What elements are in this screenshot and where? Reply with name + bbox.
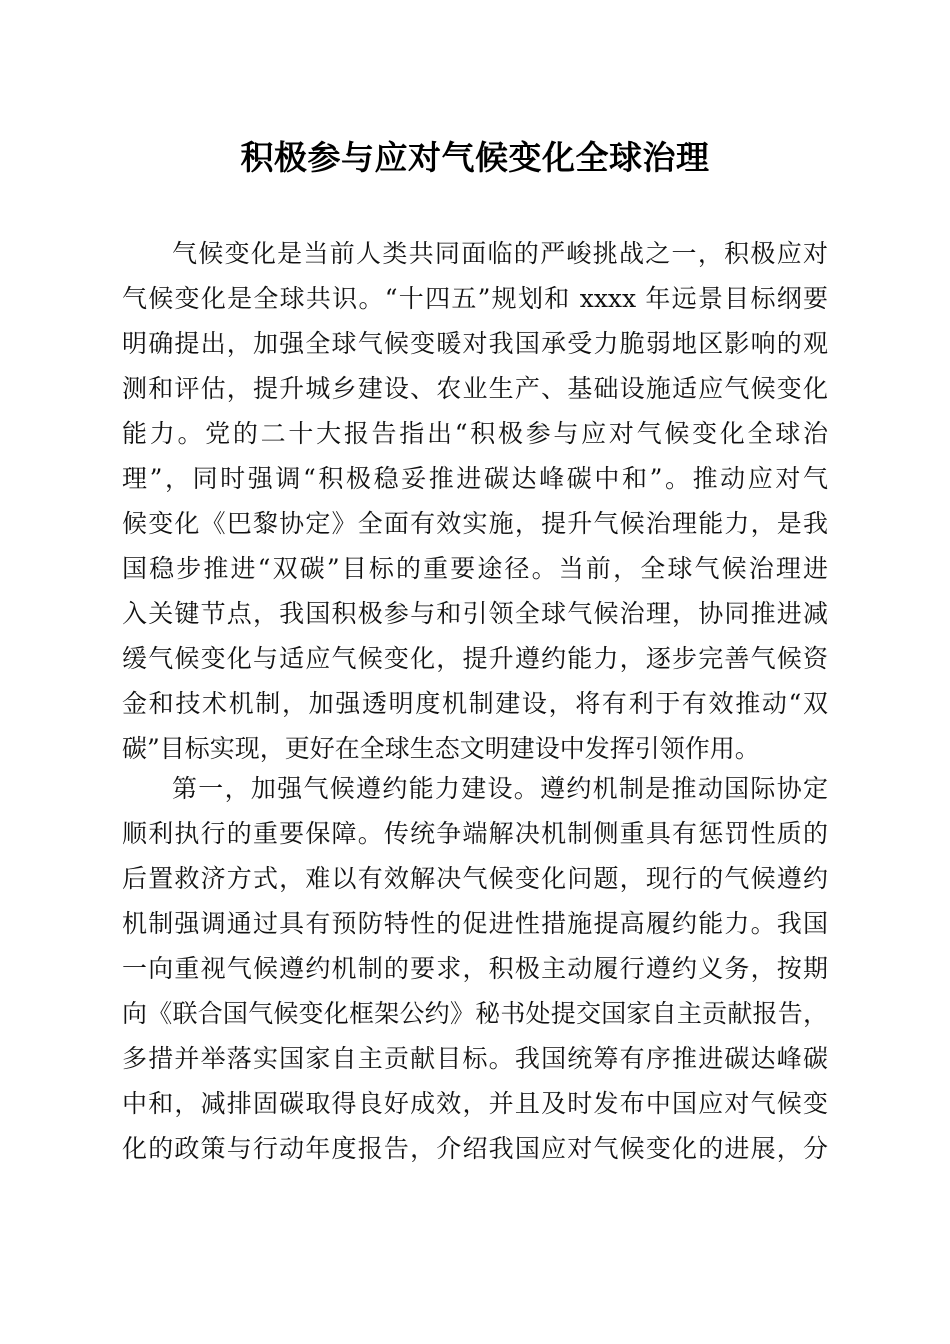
paragraph-2-line: 顺利执行的重要保障。传统争端解决机制侧重具有惩罚性质的 xyxy=(122,819,828,848)
paragraph-1-line: 理”，同时强调“积极稳妥推进碳达峰碳中和”。推动应对气 xyxy=(122,464,828,493)
paragraph-1-line: 测和评估，提升城乡建设、农业生产、基础设施适应气候变化 xyxy=(122,374,828,403)
paragraph-1-line: 入关键节点，我国积极参与和引领全球气候治理，协同推进减 xyxy=(122,599,828,628)
paragraph-1-line: 候变化《巴黎协定》全面有效实施，提升气候治理能力，是我 xyxy=(122,509,828,538)
paragraph-1-line: 缓气候变化与适应气候变化，提升遵约能力，逐步完善气候资 xyxy=(122,644,828,673)
paragraph-1-line: 能力。党的二十大报告指出“积极参与应对气候变化全球治 xyxy=(122,419,828,448)
paragraph-1-line: 国稳步推进“双碳”目标的重要途径。当前，全球气候治理进 xyxy=(122,554,828,583)
paragraph-2-line: 机制强调通过具有预防特性的促进性措施提高履约能力。我国 xyxy=(122,909,828,938)
paragraph-1-line: 金和技术机制，加强透明度机制建设，将有利于有效推动“双 xyxy=(122,689,828,718)
paragraph-2-line: 化的政策与行动年度报告，介绍我国应对气候变化的进展，分 xyxy=(122,1134,828,1163)
paragraph-2-line: 第一，加强气候遵约能力建设。遵约机制是推动国际协定 xyxy=(172,774,828,803)
paragraph-2-line: 向《联合国气候变化框架公约》秘书处提交国家自主贡献报告， xyxy=(122,999,828,1028)
paragraph-2-line: 一向重视气候遵约机制的要求，积极主动履行遵约义务，按期 xyxy=(122,954,828,983)
paragraph-1-line: 气候变化是全球共识。“十四五”规划和 xxxx 年远景目标纲要 xyxy=(122,284,828,313)
paragraph-2-line: 多措并举落实国家自主贡献目标。我国统筹有序推进碳达峰碳 xyxy=(122,1044,828,1073)
paragraph-1-line: 碳”目标实现，更好在全球生态文明建设中发挥引领作用。 xyxy=(122,734,760,763)
paragraph-2-line: 中和，减排固碳取得良好成效，并且及时发布中国应对气候变 xyxy=(122,1089,828,1118)
paragraph-2-line: 后置救济方式，难以有效解决气候变化问题，现行的气候遵约 xyxy=(122,864,828,893)
page-title: 积极参与应对气候变化全球治理 xyxy=(240,138,710,177)
paragraph-1-line: 明确提出，加强全球气候变暖对我国承受力脆弱地区影响的观 xyxy=(122,329,828,358)
paragraph-1-line: 气候变化是当前人类共同面临的严峻挑战之一，积极应对 xyxy=(172,239,828,268)
